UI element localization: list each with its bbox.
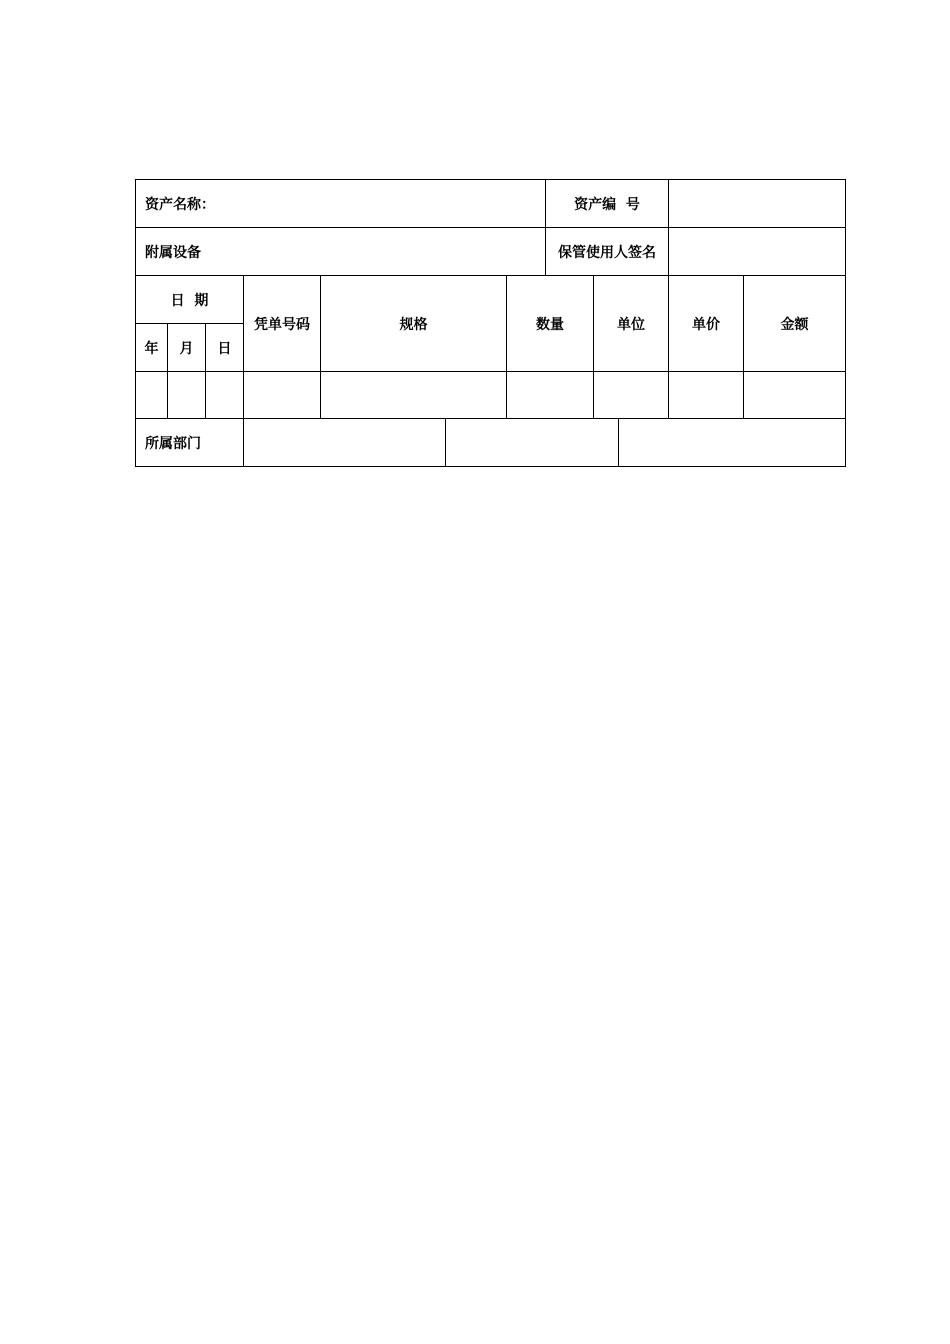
voucher-number-header: 凭单号码 [254,316,310,333]
month-header: 月 [179,340,194,357]
specification-header: 规格 [399,316,428,333]
custodian-signature-field[interactable] [669,228,845,275]
year-cell[interactable] [136,372,167,418]
month-cell[interactable] [168,372,205,418]
quantity-cell[interactable] [507,372,593,418]
unit-cell[interactable] [594,372,668,418]
day-cell[interactable] [206,372,243,418]
year-header: 年 [144,340,159,357]
department-field-1[interactable] [244,419,445,466]
amount-cell[interactable] [744,372,845,418]
amount-header: 金额 [780,316,809,333]
asset-name-label: 资产名称： [145,196,215,213]
specification-cell[interactable] [321,372,506,418]
asset-number-label: 资产编 号 [574,196,640,213]
attached-equipment-label: 附属设备 [145,244,201,261]
voucher-number-cell[interactable] [244,372,320,418]
unit-price-header: 单价 [692,316,720,333]
department-label: 所属部门 [145,435,201,452]
department-field-3[interactable] [619,419,845,466]
day-header: 日 [217,340,232,357]
department-field-2[interactable] [446,419,618,466]
custodian-signature-label: 保管使用人签名 [558,244,656,261]
date-header: 日 期 [170,292,209,309]
asset-number-field[interactable] [669,180,845,227]
asset-card-table [135,179,846,467]
quantity-header: 数量 [536,316,564,333]
unit-header: 单位 [617,316,645,333]
unit-price-cell[interactable] [669,372,743,418]
